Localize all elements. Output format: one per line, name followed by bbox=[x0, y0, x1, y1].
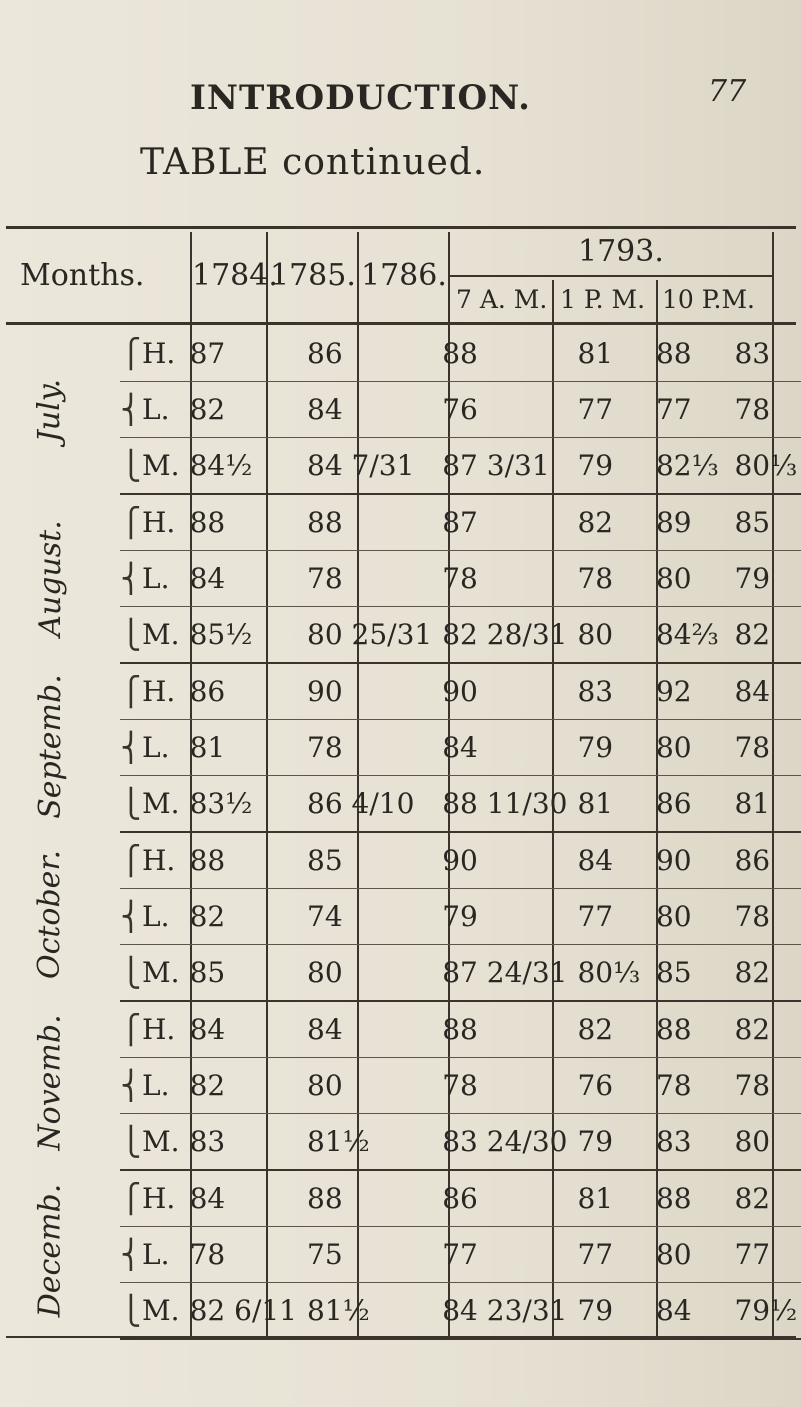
table-cell: 90 bbox=[432, 832, 567, 889]
table-cell: 74 bbox=[297, 889, 432, 945]
month-label-december: Decemb. bbox=[32, 1183, 68, 1317]
row-type-label: M. bbox=[142, 945, 180, 1002]
row-type-label: H. bbox=[142, 494, 180, 551]
table-cell: 85 bbox=[646, 945, 724, 1002]
table-cell: 87 bbox=[432, 494, 567, 551]
row-type-label: L. bbox=[142, 1227, 180, 1283]
table-cell: 90 bbox=[297, 663, 432, 720]
table-cell: 82 bbox=[724, 1001, 801, 1058]
table-row bbox=[120, 551, 801, 607]
brace-mark: ⎨ bbox=[120, 382, 142, 438]
row-type-label: L. bbox=[142, 1058, 180, 1114]
table-cell: 84 bbox=[724, 663, 801, 720]
row-type-label: L. bbox=[142, 889, 180, 945]
table-row bbox=[120, 720, 801, 776]
header-bottom-rule bbox=[6, 322, 796, 325]
table-row bbox=[120, 1170, 801, 1227]
table-cell: 78 bbox=[724, 382, 801, 438]
row-type-label: M. bbox=[142, 1283, 180, 1340]
table-cell: 84 bbox=[180, 551, 297, 607]
table-cell: 88 bbox=[432, 326, 567, 382]
table-cell: 82 bbox=[180, 889, 297, 945]
table-cell: 87 3/31 bbox=[432, 438, 567, 495]
table-cell: 88 bbox=[646, 1001, 724, 1058]
table-cell: 77 bbox=[567, 382, 645, 438]
table-cell: 87 24/31 bbox=[432, 945, 567, 1002]
table-row bbox=[120, 382, 801, 438]
brace-mark: ⎧ bbox=[120, 663, 142, 720]
table-cell: 85 bbox=[180, 945, 297, 1002]
table-cell: 80⅓ bbox=[724, 438, 801, 495]
row-type-label: L. bbox=[142, 382, 180, 438]
temperature-table bbox=[120, 326, 801, 1340]
table-cell: 86 bbox=[724, 832, 801, 889]
table-cell: 80 bbox=[724, 1114, 801, 1171]
table-cell: 78 bbox=[724, 1058, 801, 1114]
table-cell: 78 bbox=[432, 551, 567, 607]
table-cell: 80 bbox=[646, 551, 724, 607]
table-cell: 81½ bbox=[297, 1283, 432, 1340]
row-type-label: H. bbox=[142, 326, 180, 382]
brace-mark: ⎧ bbox=[120, 326, 142, 382]
table-cell: 82 6/11 bbox=[180, 1283, 297, 1340]
table-cell: 88 bbox=[432, 1001, 567, 1058]
table-cell: 82 bbox=[724, 1170, 801, 1227]
table-cell: 78 bbox=[297, 551, 432, 607]
table-cell: 85½ bbox=[180, 607, 297, 664]
table-row bbox=[120, 438, 801, 495]
brace-mark: ⎨ bbox=[120, 720, 142, 776]
table-cell: 83 bbox=[724, 326, 801, 382]
table-cell: 80⅓ bbox=[567, 945, 645, 1002]
table-cell: 81 bbox=[180, 720, 297, 776]
table-cell: 80 bbox=[567, 607, 645, 664]
table-cell: 84 7/31 bbox=[297, 438, 432, 495]
table-cell: 78 bbox=[432, 1058, 567, 1114]
time-header-7am: 7 A. M. bbox=[456, 285, 548, 314]
row-type-label: M. bbox=[142, 1114, 180, 1171]
table-cell: 88 bbox=[180, 494, 297, 551]
brace-mark: ⎧ bbox=[120, 832, 142, 889]
table-top-rule bbox=[6, 226, 796, 229]
table-row bbox=[120, 1227, 801, 1283]
table-cell: 75 bbox=[297, 1227, 432, 1283]
year-header-1786: 1786. bbox=[361, 258, 447, 293]
table-cell: 88 bbox=[646, 1170, 724, 1227]
brace-mark: ⎩ bbox=[120, 945, 142, 1002]
table-cell: 79 bbox=[567, 1114, 645, 1171]
table-row bbox=[120, 1114, 801, 1171]
row-type-label: M. bbox=[142, 438, 180, 495]
table-cell: 88 bbox=[297, 1170, 432, 1227]
row-type-label: M. bbox=[142, 776, 180, 833]
year-header-1785: 1785. bbox=[270, 258, 356, 293]
table-cell: 83½ bbox=[180, 776, 297, 833]
table-cell: 80 bbox=[646, 1227, 724, 1283]
table-cell: 84 bbox=[180, 1170, 297, 1227]
table-row bbox=[120, 326, 801, 382]
table-cell: 90 bbox=[432, 663, 567, 720]
table-cell: 80 25/31 bbox=[297, 607, 432, 664]
table-cell: 82 bbox=[724, 607, 801, 664]
table-cell: 83 24/30 bbox=[432, 1114, 567, 1171]
table-cell: 80 bbox=[297, 1058, 432, 1114]
table-cell: 76 bbox=[567, 1058, 645, 1114]
table-cell: 88 bbox=[180, 832, 297, 889]
table-cell: 80 bbox=[646, 889, 724, 945]
row-type-label: H. bbox=[142, 1001, 180, 1058]
table-cell: 83 bbox=[567, 663, 645, 720]
table-cell: 86 bbox=[432, 1170, 567, 1227]
table-cell: 84 23/31 bbox=[432, 1283, 567, 1340]
table-row bbox=[120, 663, 801, 720]
brace-mark: ⎧ bbox=[120, 1170, 142, 1227]
time-header-1pm: 1 P. M. bbox=[560, 285, 646, 314]
month-label-august: August. bbox=[32, 519, 68, 637]
table-cell: 90 bbox=[646, 832, 724, 889]
table-cell: 82⅓ bbox=[646, 438, 724, 495]
table-cell: 79 bbox=[567, 1283, 645, 1340]
month-label-september: Septemb. bbox=[32, 673, 68, 819]
table-cell: 77 bbox=[724, 1227, 801, 1283]
table-cell: 86 bbox=[297, 326, 432, 382]
table-row bbox=[120, 1283, 801, 1340]
table-cell: 88 bbox=[646, 326, 724, 382]
table-row bbox=[120, 1058, 801, 1114]
brace-mark: ⎧ bbox=[120, 494, 142, 551]
table-cell: 79½ bbox=[724, 1283, 801, 1340]
table-cell: 84 bbox=[432, 720, 567, 776]
table-cell: 86 bbox=[180, 663, 297, 720]
table-row bbox=[120, 494, 801, 551]
table-cell: 81 bbox=[724, 776, 801, 833]
table-cell: 79 bbox=[432, 889, 567, 945]
table-row bbox=[120, 1001, 801, 1058]
table-cell: 76 bbox=[432, 382, 567, 438]
year-header-1784: 1784. bbox=[192, 258, 278, 293]
row-type-label: H. bbox=[142, 832, 180, 889]
table-cell: 83 bbox=[180, 1114, 297, 1171]
table-cell: 86 bbox=[646, 776, 724, 833]
table-cell: 84 bbox=[567, 832, 645, 889]
row-type-label: H. bbox=[142, 1170, 180, 1227]
table-cell: 81 bbox=[567, 326, 645, 382]
table-cell: 80 bbox=[646, 720, 724, 776]
table-cell: 77 bbox=[432, 1227, 567, 1283]
table-cell: 77 bbox=[646, 382, 724, 438]
table-cell: 87 bbox=[180, 326, 297, 382]
year-header-1793: 1793. bbox=[578, 234, 664, 269]
row-type-label: L. bbox=[142, 720, 180, 776]
table-cell: 78 bbox=[297, 720, 432, 776]
table-cell: 82 bbox=[180, 382, 297, 438]
table-cell: 77 bbox=[567, 1227, 645, 1283]
row-type-label: M. bbox=[142, 607, 180, 664]
table-cell: 79 bbox=[567, 720, 645, 776]
table-cell: 82 28/31 bbox=[432, 607, 567, 664]
table-cell: 81 bbox=[567, 776, 645, 833]
table-cell: 79 bbox=[567, 438, 645, 495]
table-cell: 84⅔ bbox=[646, 607, 724, 664]
table-cell: 81½ bbox=[297, 1114, 432, 1171]
time-header-10pm: 10 P.M. bbox=[662, 285, 756, 314]
table-cell: 84 bbox=[646, 1283, 724, 1340]
month-label-october: October. bbox=[32, 849, 68, 979]
table-cell: 77 bbox=[567, 889, 645, 945]
month-label-july: July. bbox=[32, 378, 68, 442]
table-row bbox=[120, 945, 801, 1002]
table-cell: 78 bbox=[724, 720, 801, 776]
brace-mark: ⎧ bbox=[120, 1001, 142, 1058]
table-cell: 85 bbox=[297, 832, 432, 889]
table-cell: 78 bbox=[646, 1058, 724, 1114]
table-cell: 79 bbox=[724, 551, 801, 607]
table-cell: 84 bbox=[297, 382, 432, 438]
table-cell: 86 4/10 bbox=[297, 776, 432, 833]
brace-mark: ⎩ bbox=[120, 1114, 142, 1171]
table-cell: 85 bbox=[724, 494, 801, 551]
year-1793-rule bbox=[448, 275, 772, 277]
months-header: Months. bbox=[20, 258, 145, 293]
row-type-label: L. bbox=[142, 551, 180, 607]
table-cell: 84 bbox=[297, 1001, 432, 1058]
table-cell: 92 bbox=[646, 663, 724, 720]
table-title: TABLE continued. bbox=[140, 142, 486, 183]
table-cell: 88 bbox=[297, 494, 432, 551]
brace-mark: ⎨ bbox=[120, 889, 142, 945]
row-type-label: H. bbox=[142, 663, 180, 720]
running-head: INTRODUCTION. bbox=[190, 78, 531, 118]
table-row bbox=[120, 607, 801, 664]
table-cell: 78 bbox=[180, 1227, 297, 1283]
table-cell: 82 bbox=[724, 945, 801, 1002]
table-cell: 88 11/30 bbox=[432, 776, 567, 833]
table-cell: 78 bbox=[724, 889, 801, 945]
table-cell: 82 bbox=[567, 494, 645, 551]
table-row bbox=[120, 889, 801, 945]
brace-mark: ⎨ bbox=[120, 551, 142, 607]
table-cell: 82 bbox=[180, 1058, 297, 1114]
table-cell: 80 bbox=[297, 945, 432, 1002]
table-cell: 82 bbox=[567, 1001, 645, 1058]
page-number: 77 bbox=[708, 74, 747, 109]
table-cell: 84½ bbox=[180, 438, 297, 495]
table-row bbox=[120, 832, 801, 889]
table-cell: 83 bbox=[646, 1114, 724, 1171]
table-cell: 84 bbox=[180, 1001, 297, 1058]
month-label-november: Novemb. bbox=[32, 1013, 68, 1151]
table-cell: 81 bbox=[567, 1170, 645, 1227]
brace-mark: ⎨ bbox=[120, 1058, 142, 1114]
table-row bbox=[120, 776, 801, 833]
brace-mark: ⎨ bbox=[120, 1227, 142, 1283]
brace-mark: ⎩ bbox=[120, 1283, 142, 1340]
table-cell: 89 bbox=[646, 494, 724, 551]
brace-mark: ⎩ bbox=[120, 607, 142, 664]
brace-mark: ⎩ bbox=[120, 438, 142, 495]
brace-mark: ⎩ bbox=[120, 776, 142, 833]
table-cell: 78 bbox=[567, 551, 645, 607]
